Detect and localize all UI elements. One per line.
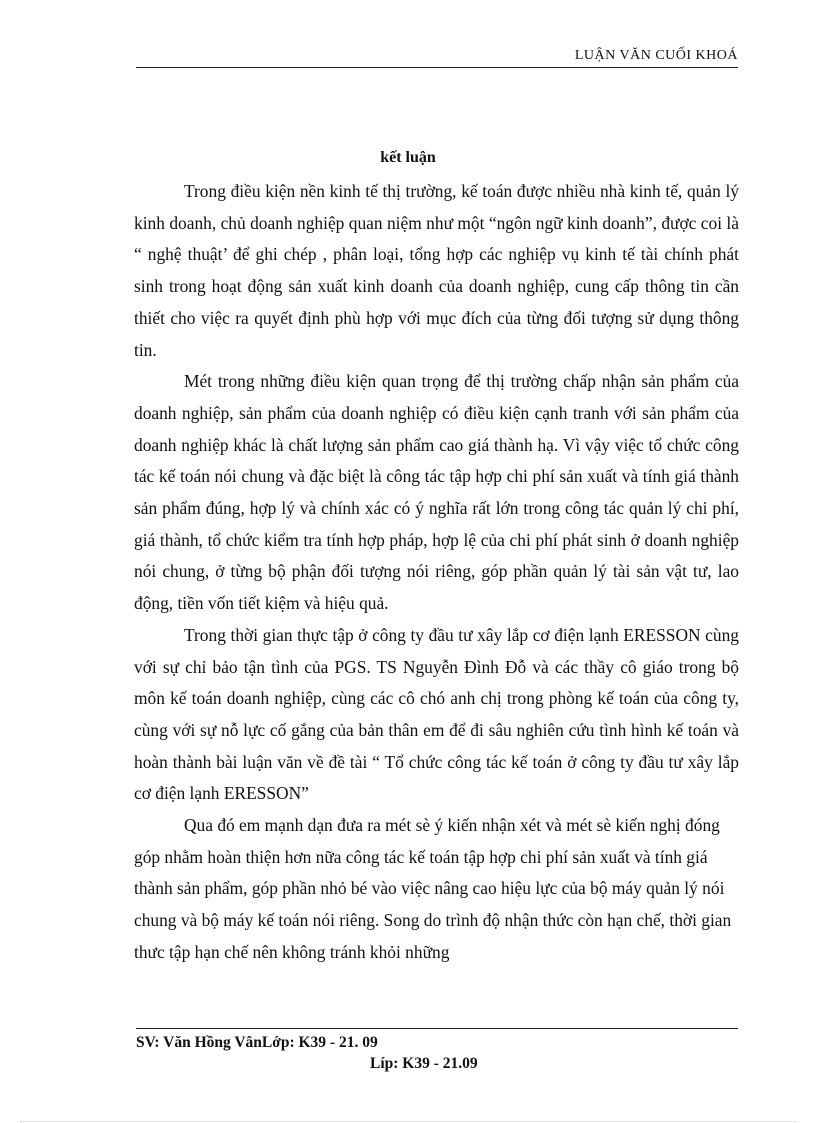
paragraph-3: Trong thời gian thực tập ở công ty đầu tư xây lắp cơ điện lạnh ERESSON cùng với sự chỉ bảo tận tình của PGS. TS Nguyễn Đình Đỗ và các thầy cô giáo trong bộ môn kế toán doanh nghiệp, cùng các cô chó anh chị trong phòng kế toán của công ty, cùng với sự nỗ lực cố gắng của bản thân em để đi sâu nghiên cứu tình hình kế toán và hoàn thành bài luận văn về đề tài “ Tổ chức công tác kế toán ở công ty đầu tư xây lắp cơ điện lạnh ERESSON” [134,624,739,804]
footer-student-info: SV: Văn Hồng VânLớp: K39 - 21. 09 [136,1034,378,1051]
footer-class-info: Líp: K39 - 21.09 [370,1055,478,1072]
paragraph-4: Qua đó em mạnh dạn đưa ra mét sè ý kiến nhận xét và mét sè kiến nghị đóng góp nhằm hoàn thiện hơn nữa công tác kế toán tập hợp chi phí sản xuất và tính giá thành sản phẩm, góp phần nhỏ bé vào việc nâng cao hiệu lực của bộ máy quản lý nói chung và bộ máy kế toán nói riêng. Song do trình độ nhận thức còn hạn chế, thời gian thưc tập hạn chế nên không tránh khỏi những [134,815,732,962]
running-header: LUẬN VĂN CUỐI KHOÁ [574,48,738,63]
page-edge-dotted-line [20,1121,796,1122]
footer-divider [136,1028,738,1029]
body-text [134,176,739,969]
section-heading: kết luận [380,149,436,166]
header-divider [136,67,738,68]
paragraph-2: Mét trong những điều kiện quan trọng để thị trường chấp nhận sản phẩm của doanh nghiệp, sản phẩm của doanh nghiệp có điều kiện cạnh tranh với sản phẩm của doanh nghiệp khác là chất lượng sản phẩm cao giá thành hạ. Vì vậy việc tổ chức công tác kế toán nói chung và đặc biệt là công tác tập hợp chi phí sản xuất và tính giá thành sản phẩm đúng, hợp lý và chính xác có ý nghĩa rất lớn trong công tác quản lý chi phí, giá thành, tổ chức kiểm tra tính hợp pháp, hợp lệ của chi phí phát sinh ở doanh nghiệp nói chung, ở từng bộ phận đối tượng nói riêng, góp phần quản lý tài sản vật tư, lao động, tiền vốn tiết kiệm và hiệu quả. [134,371,739,614]
paragraph-1: Trong điều kiện nền kinh tế thị trường, kế toán được nhiều nhà kinh tế, quản lý kinh doanh, chủ doanh nghiệp quan niệm như một “ngôn ngữ kinh doanh”, được coi là “ nghệ thuật’ để ghi chép , phân loại, tổng hợp các nghiệp vụ kinh tế tài chính phát sinh trong hoạt động sản xuất kinh doanh của doanh nghiệp, cung cấp thông tin cần thiết cho việc ra quyết định phù hợp với mục đích của từng đối tượng sử dụng thông tin. [134,181,739,360]
